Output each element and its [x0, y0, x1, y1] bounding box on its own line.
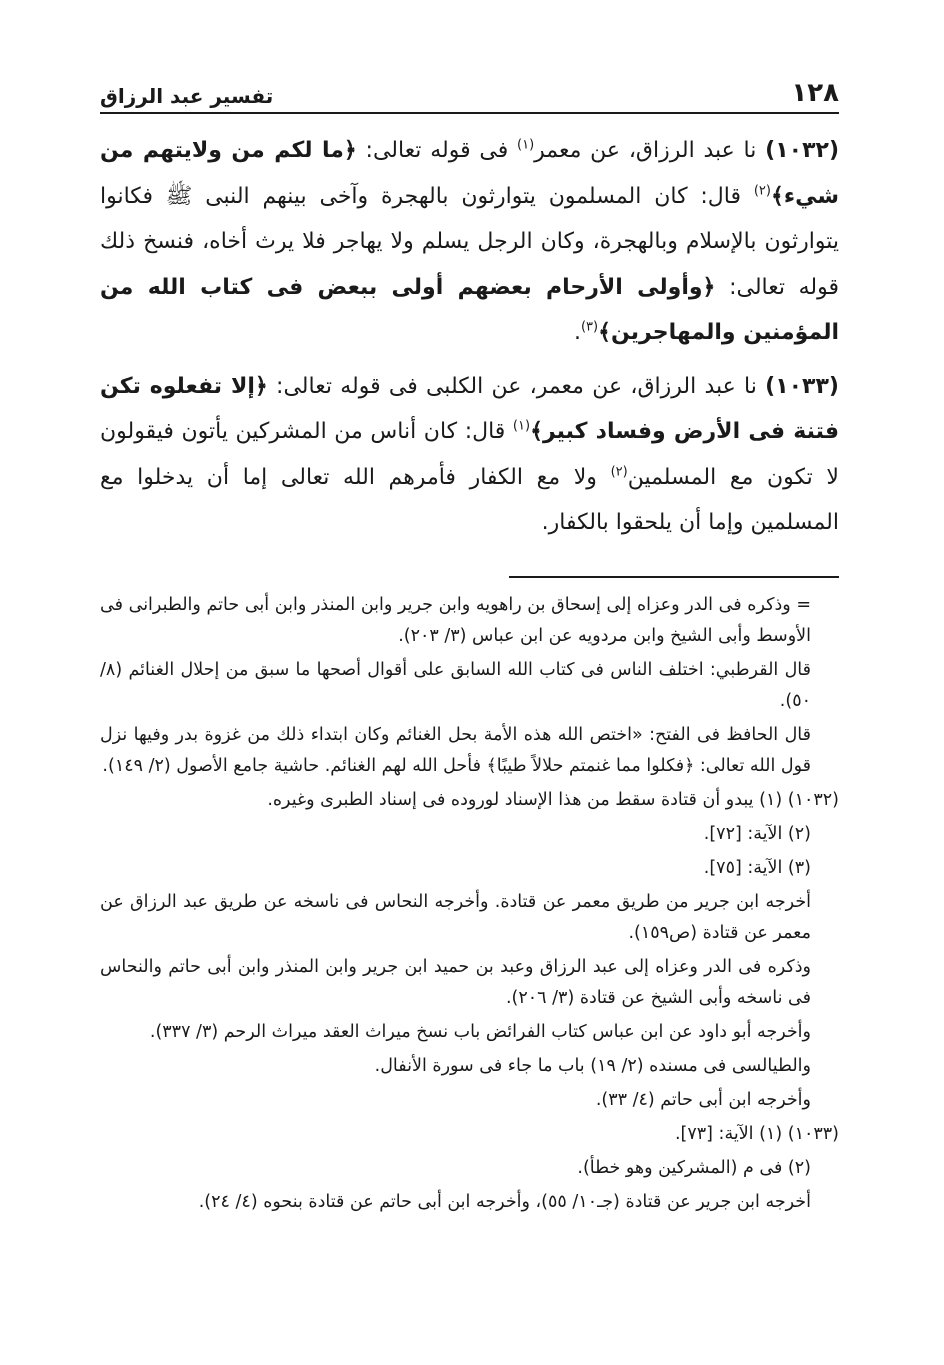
quran-verse: ﴿ما لكم من ولايتهم من شيء﴾: [100, 138, 839, 209]
footnote-paragraph: وذكره فى الدر وعزاه إلى عبد الرزاق وعبد بن حميد ابن جرير وابن المنذر وابن أبى حاتم والنحاس فى ناسخه وأبى الشيخ عن قتادة (٣/ ٢٠٦).: [100, 956, 811, 1008]
footnote-1033-1: (١٠٣٣) (١) الآية: [٧٣].: [674, 1123, 839, 1144]
entry-text: ولا مع الكفار فأمرهم الله تعالى إما أن يدخلوا مع المسلمين وإما أن يلحقوا بالكفار.: [100, 464, 839, 535]
footnote-paragraph: وأخرجه أبو داود عن ابن عباس كتاب الفرائض باب نسخ ميراث العقد ميراث الرحم (٣/ ٣٣٧).: [149, 1021, 811, 1042]
footnote-ref: (١): [512, 418, 531, 434]
footnote-1032-3: (٣) الآية: [٧٥].: [703, 857, 811, 878]
footnote-1032-2: (٢) الآية: [٧٢].: [703, 823, 811, 844]
footnote-ref: (٢): [753, 183, 771, 199]
entry-1032: [100, 128, 839, 356]
footnote-paragraph: والطيالسى فى مسنده (٢/ ١٩) باب ما جاء فى سورة الأنفال.: [374, 1055, 811, 1076]
footnotes: [100, 590, 839, 1218]
quran-verse: ﴿إلا تفعلوه تكن فتنة فى الأرض وفساد كبير﴾: [100, 373, 839, 444]
entry-number: (١٠٣٢): [765, 138, 839, 163]
footnote-ref: (٣): [580, 319, 599, 335]
entry-number: (١٠٣٣): [765, 373, 839, 399]
footnote-paragraph: قال القرطبي: اختلف الناس فى كتاب الله السابق على أقوال أصحها ما سبق من إحلال الغنائم (٨/ ٥٠).: [100, 659, 811, 711]
footnote-divider: [509, 576, 839, 578]
entry-text: قال: كان المسلمون يتوارثون بالهجرة وآخى بينهم النبى ﷺ فكانوا يتوارثون بالإسلام وبالهجرة، وكان الرجل يسلم ولا يهاجر فلا يرث أخاه، فنسخ ذلك قوله تعالى:: [100, 183, 839, 300]
footnote-ref: (٢): [610, 464, 628, 480]
footnote-paragraph: أخرجه ابن جرير عن قتادة (جـ١٠/ ٥٥)، وأخرجه ابن أبى حاتم عن قتادة بنحوه (٤/ ٢٤).: [198, 1191, 811, 1212]
footnote-paragraph: = وذكره فى الدر وعزاه إلى إسحاق بن راهويه وابن جرير وابن المنذر وابن أبى حاتم والطبرانى فى الأوسط وأبى الشيخ وابن مردويه عن ابن عباس (٣/ ٢٠٣).: [100, 594, 811, 646]
entry-text: نا عبد الرزاق، عن معمر، عن الكلبى فى قوله تعالى:: [267, 373, 766, 399]
entry-text: قال: كان أناس من المشركين يأتون فيقولون لا تكون مع المسلمين: [100, 419, 839, 490]
footnote-paragraph: أخرجه ابن جرير من طريق معمر عن قتادة. وأخرجه النحاس فى ناسخه عن طريق عبد الرزاق عن معمر عن قتادة (ص١٥٩).: [100, 891, 811, 943]
entry-text: نا عبد الرزاق، عن معمر: [534, 138, 766, 163]
footnote-ref: (١): [517, 137, 535, 153]
page-number: ١٢٨: [791, 78, 839, 108]
footnote-1033-2: (٢) فى م (المشركين وهو خطأ).: [577, 1157, 811, 1178]
main-text: [100, 128, 839, 546]
footnote-paragraph: وأخرجه ابن أبى حاتم (٤/ ٣٣).: [595, 1089, 811, 1110]
page-header: [100, 70, 839, 114]
running-title: تفسير عبد الرزاق: [100, 84, 274, 108]
quran-verse: ﴿وأولى الأرحام بعضهم أولى ببعض فى كتاب الله من المؤمنين والمهاجرين﴾: [100, 274, 839, 345]
footnote-paragraph: قال الحافظ فى الفتح: «اختص الله هذه الأمة بحل الغنائم وكان ابتداء ذلك من غزوة بدر وفيها نزل قول الله تعالى: ﴿فكلوا مما غنمتم حلالاً طيبًا﴾ فأحل الله لهم الغنائم. حاشية جامع الأصول (٢/ ١٤٩).: [100, 724, 811, 776]
entry-text: فى قوله تعالى:: [356, 138, 517, 163]
footnote-1032-1: (١٠٣٢) (١) يبدو أن قتادة سقط من هذا الإسناد لوروده فى إسناد الطبرى وغيره.: [267, 789, 839, 810]
entry-1033: [100, 364, 839, 546]
entry-text: .: [573, 320, 581, 345]
